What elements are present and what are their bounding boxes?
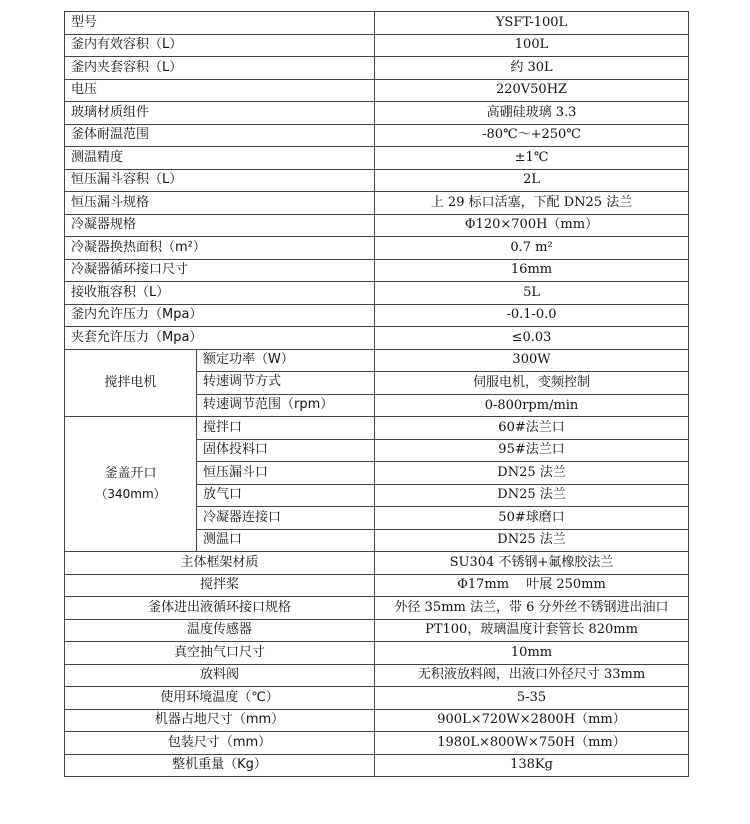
spec-value: PT100，玻璃温度计套管长 820mm bbox=[375, 619, 689, 642]
spec-label: 搅拌桨 bbox=[65, 574, 375, 597]
lid-sub-value: 60#法兰口 bbox=[375, 417, 689, 440]
spec-value: 2L bbox=[375, 169, 689, 192]
spec-value: ≤0.03 bbox=[375, 327, 689, 350]
motor-sub-label: 转速调节方式 bbox=[197, 372, 375, 395]
motor-sub-label: 转速调节范围（rpm） bbox=[197, 394, 375, 417]
spec-label: 电压 bbox=[65, 79, 375, 102]
lid-group-subtitle: （340mm） bbox=[95, 487, 166, 501]
spec-label: 冷凝器规格 bbox=[65, 214, 375, 237]
spec-row bbox=[65, 214, 689, 237]
spec-row bbox=[65, 259, 689, 282]
spec-value: 10mm bbox=[375, 642, 689, 665]
spec-row bbox=[65, 79, 689, 102]
lid-group-title: 釜盖开口 bbox=[104, 466, 157, 481]
spec-label: 釜内允许压力（Mpa） bbox=[65, 304, 375, 327]
spec-row bbox=[65, 169, 689, 192]
spec-row bbox=[65, 552, 689, 575]
spec-row bbox=[65, 102, 689, 125]
lid-sub-label: 放气口 bbox=[197, 484, 375, 507]
spec-label: 冷凝器换热面积（m²） bbox=[65, 237, 375, 260]
motor-sub-value: 0-800rpm/min bbox=[375, 394, 689, 417]
spec-value: 约 30L bbox=[375, 57, 689, 80]
lid-row bbox=[65, 417, 689, 440]
spec-table bbox=[64, 11, 689, 777]
spec-label: 接收瓶容积（L） bbox=[65, 282, 375, 305]
lid-sub-value: DN25 法兰 bbox=[375, 462, 689, 485]
spec-label: 整机重量（Kg） bbox=[65, 754, 375, 777]
spec-label: 冷凝器循环接口尺寸 bbox=[65, 259, 375, 282]
lid-group-label bbox=[65, 417, 197, 552]
spec-value: 220V50HZ bbox=[375, 79, 689, 102]
spec-label: 主体框架材质 bbox=[65, 552, 375, 575]
spec-label: 玻璃材质组件 bbox=[65, 102, 375, 125]
spec-value: 5L bbox=[375, 282, 689, 305]
spec-row bbox=[65, 147, 689, 170]
spec-label: 釜体耐温范围 bbox=[65, 124, 375, 147]
spec-value: 上 29 标口活塞，下配 DN25 法兰 bbox=[375, 192, 689, 215]
spec-value: 16mm bbox=[375, 259, 689, 282]
spec-row bbox=[65, 12, 689, 35]
spec-value: Φ17mm 叶展 250mm bbox=[375, 574, 689, 597]
spec-label: 釜体进出液循环接口规格 bbox=[65, 597, 375, 620]
spec-row bbox=[65, 282, 689, 305]
spec-row bbox=[65, 754, 689, 777]
spec-value: 100L bbox=[375, 34, 689, 57]
spec-label: 使用环境温度（℃） bbox=[65, 687, 375, 710]
spec-label: 恒压漏斗容积（L） bbox=[65, 169, 375, 192]
spec-row bbox=[65, 619, 689, 642]
lid-sub-label: 固体投料口 bbox=[197, 439, 375, 462]
spec-label: 釜内有效容积（L） bbox=[65, 34, 375, 57]
spec-row bbox=[65, 57, 689, 80]
spec-value: 0.7 m² bbox=[375, 237, 689, 260]
spec-row bbox=[65, 687, 689, 710]
lid-sub-value: 50#球磨口 bbox=[375, 507, 689, 530]
spec-value: 无积液放料阀，出液口外径尺寸 33mm bbox=[375, 664, 689, 687]
lid-sub-label: 冷凝器连接口 bbox=[197, 507, 375, 530]
motor-group-label: 搅拌电机 bbox=[65, 349, 197, 417]
spec-row bbox=[65, 664, 689, 687]
spec-row bbox=[65, 597, 689, 620]
motor-sub-value: 300W bbox=[375, 349, 689, 372]
motor-sub-label: 额定功率（W） bbox=[197, 349, 375, 372]
spec-label: 恒压漏斗规格 bbox=[65, 192, 375, 215]
lid-sub-label: 测温口 bbox=[197, 529, 375, 552]
spec-row bbox=[65, 709, 689, 732]
spec-value: 外径 35mm 法兰，带 6 分外丝不锈钢进出油口 bbox=[375, 597, 689, 620]
spec-label: 机器占地尺寸（mm） bbox=[65, 709, 375, 732]
spec-row bbox=[65, 732, 689, 755]
spec-label: 放料阀 bbox=[65, 664, 375, 687]
spec-value: 高硼硅玻璃 3.3 bbox=[375, 102, 689, 125]
spec-row bbox=[65, 192, 689, 215]
spec-value: ±1℃ bbox=[375, 147, 689, 170]
spec-value: -80℃～+250℃ bbox=[375, 124, 689, 147]
spec-value: 900L×720W×2800H（mm） bbox=[375, 709, 689, 732]
spec-value: YSFT-100L bbox=[375, 12, 689, 35]
spec-row bbox=[65, 642, 689, 665]
spec-label: 测温精度 bbox=[65, 147, 375, 170]
spec-row bbox=[65, 327, 689, 350]
spec-label: 釜内夹套容积（L） bbox=[65, 57, 375, 80]
spec-row bbox=[65, 34, 689, 57]
spec-label: 型号 bbox=[65, 12, 375, 35]
motor-sub-value: 伺服电机，变频控制 bbox=[375, 372, 689, 395]
lid-sub-label: 搅拌口 bbox=[197, 417, 375, 440]
spec-label: 真空抽气口尺寸 bbox=[65, 642, 375, 665]
spec-row bbox=[65, 237, 689, 260]
spec-label: 包装尺寸（mm） bbox=[65, 732, 375, 755]
spec-label: 温度传感器 bbox=[65, 619, 375, 642]
motor-row bbox=[65, 349, 689, 372]
spec-table-body bbox=[65, 12, 689, 777]
spec-label: 夹套允许压力（Mpa） bbox=[65, 327, 375, 350]
spec-value: 1980L×800W×750H（mm） bbox=[375, 732, 689, 755]
spec-value: SU304 不锈钢+氟橡胶法兰 bbox=[375, 552, 689, 575]
spec-value: 138Kg bbox=[375, 754, 689, 777]
lid-sub-label: 恒压漏斗口 bbox=[197, 462, 375, 485]
spec-row bbox=[65, 304, 689, 327]
spec-value: -0.1-0.0 bbox=[375, 304, 689, 327]
spec-value: 5-35 bbox=[375, 687, 689, 710]
spec-row bbox=[65, 574, 689, 597]
spec-value: Φ120×700H（mm） bbox=[375, 214, 689, 237]
lid-sub-value: DN25 法兰 bbox=[375, 529, 689, 552]
lid-sub-value: 95#法兰口 bbox=[375, 439, 689, 462]
lid-sub-value: DN25 法兰 bbox=[375, 484, 689, 507]
spec-row bbox=[65, 124, 689, 147]
